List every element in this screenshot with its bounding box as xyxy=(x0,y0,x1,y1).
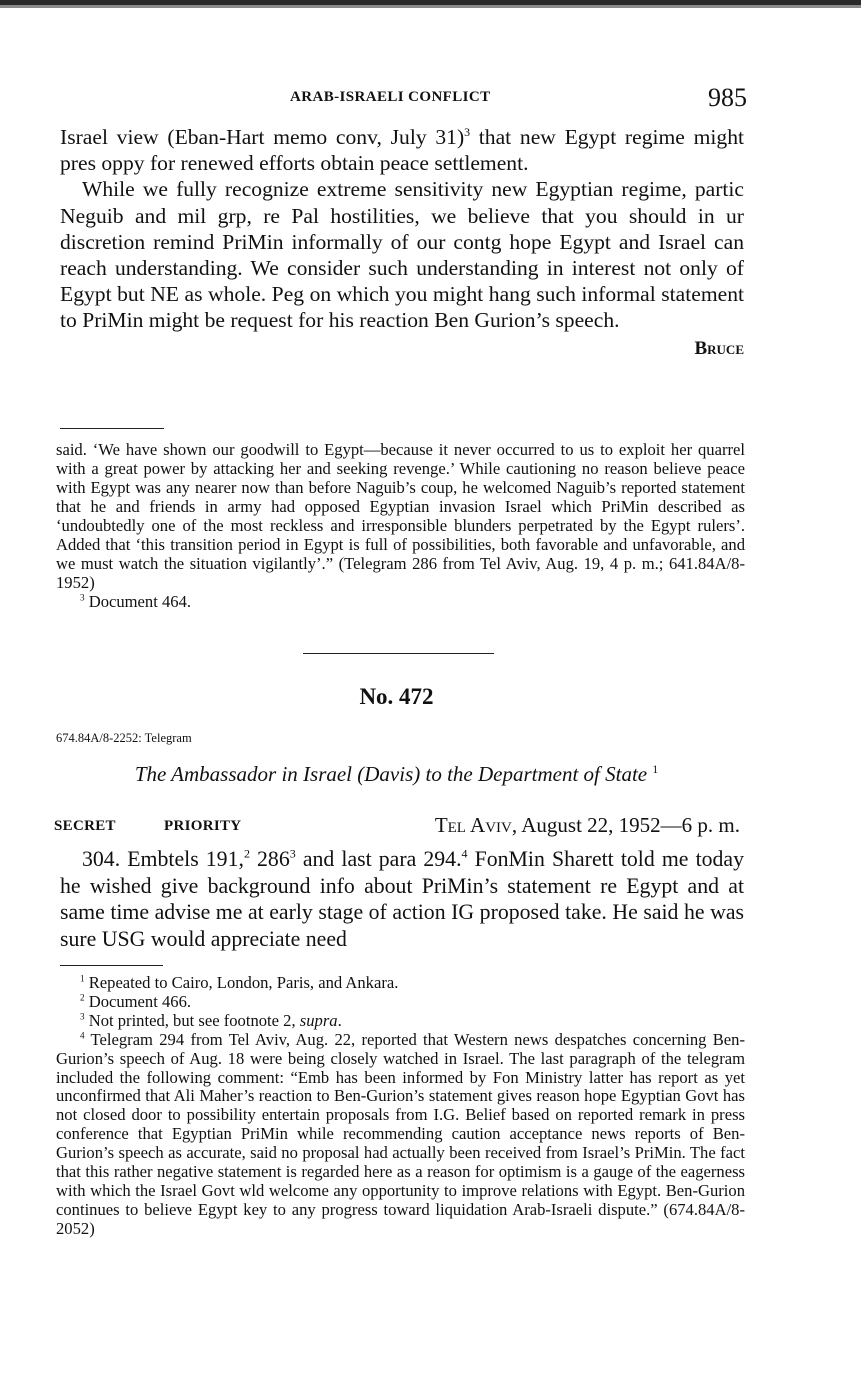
footnote-mark: 1 xyxy=(80,973,85,984)
page-edge-shade xyxy=(0,5,861,8)
text-run: 286 xyxy=(249,847,290,871)
priority: PRIORITY xyxy=(164,818,242,834)
footnote-rule xyxy=(60,428,164,429)
footnote xyxy=(56,993,745,1012)
text-run: and last para 294. xyxy=(295,847,462,871)
paragraph: While we fully recognize extreme sensitivity new Egyptian regime, partic Neguib and mil grp, re Pal hostilities, we believe that you should in ur discretion remind PriMin informally of our contg hope Egypt and Israel can reach understanding. We consider such understanding in interest not only of Egypt but NE as whole. Peg on which you might hang such informal statement to PriMin might be request for his reaction Ben Gurion’s speech. xyxy=(60,177,744,333)
footnote xyxy=(56,1012,745,1031)
page-number: 985 xyxy=(708,83,747,112)
footnote-mark: 2 xyxy=(243,846,250,861)
italic-text: supra xyxy=(299,1010,338,1030)
date-time: , August 22, 1952—6 p. m. xyxy=(511,813,740,837)
footnote-mark: 3 xyxy=(80,592,85,603)
footnotes-bottom xyxy=(56,974,745,1239)
text-run: Document 466. xyxy=(84,991,192,1011)
text-run: that new Egypt regime might pres oppy for renewed efforts obtain peace settlement. xyxy=(60,125,744,176)
telegram-body xyxy=(60,846,744,952)
document-number: No. 472 xyxy=(359,684,434,709)
running-head xyxy=(0,83,861,116)
place-date xyxy=(435,813,740,838)
paragraph xyxy=(60,124,744,176)
footnote-mark: 1 xyxy=(652,764,659,776)
text-run: . xyxy=(337,1010,342,1030)
running-head-title: ARAB-ISRAELI CONFLICT xyxy=(290,89,491,105)
text-run: Repeated to Cairo, London, Paris, and Ankara. xyxy=(84,973,399,992)
continued-telegram-text xyxy=(60,124,744,362)
section-divider xyxy=(303,653,494,654)
document-heading xyxy=(0,762,793,787)
footnote xyxy=(56,592,745,611)
footnotes-top xyxy=(56,440,745,611)
footnote-mark: 4 xyxy=(80,1030,85,1041)
file-reference: 674.84A/8-2252: Telegram xyxy=(56,731,192,745)
footnote xyxy=(56,1031,745,1239)
place: Tel Aviv xyxy=(434,813,512,837)
text-run: FonMin Sharett told me today he wished give background info about PriMin’s statement re Egypt and at same time advise me at early stage of action IG proposed take. He said he was sure USG would appreciate need xyxy=(60,847,744,951)
text-run: Not printed, but see footnote 2, xyxy=(84,1010,300,1030)
text-run: Telegram 294 from Tel Aviv, Aug. 22, reported that Western news despatches concerning Ben-Gurion’s speech of Aug. 18 were being closely watched in Israel. The last paragraph of the telegram included the following comment: “Emb has been informed by Fon Ministry latter has report as yet unconfirmed that Ali Maher’s reaction to Ben-Gurion’s statement gives reason hope Egyptian Govt has not closed door to possibility entertain proposals from I.G. Belief based on reported remark in press conference that Egyptian PriMin while recommending caution acceptance news reports of Ben-Gurion’s speech as accurate, said no proposal had actually been received from Israel’s PriMin. The fact that this rather negative statement is regarded here as a reason for optimism is a gauge of the eagerness with which the Israel Govt wld welcome any opportunity to improve relations with Egypt. Ben-Gurion continues to believe Egypt key to any progress toward liquidation Arab-Israeli dispute.” (674.84A/8-2052) xyxy=(56,1029,745,1238)
footnote-mark: 3 xyxy=(289,846,296,861)
footnote-rule xyxy=(60,965,163,966)
classification: SECRET xyxy=(54,818,116,834)
dateline xyxy=(54,815,740,843)
document-heading-text: The Ambassador in Israel (Davis) to the Department of State xyxy=(134,762,648,786)
footnote-mark: 2 xyxy=(80,992,85,1003)
text-run: Israel view (Eban-Hart memo conv, July 31) xyxy=(60,125,465,149)
text-run: 304. Embtels 191, xyxy=(82,847,244,871)
footnote-mark: 4 xyxy=(461,846,468,861)
footnote-mark: 3 xyxy=(464,124,471,139)
footnote-continuation: said. ‘We have shown our goodwill to Egypt—because it never occurred to us to exploit her quarrel with a great power by attacking her and seeking revenge.’ While cautioning no reason believe peace with Egypt was any nearer now than before Naguib’s coup, he welcomed Naguib’s reported statement that he and friends in army had opposed Egyptian invasion Israel which PriMin described as ‘undoubtedly one of the most reckless and irresponsible blunders perpetrated by the Egypt rulers’. Added that ‘this transition period in Egypt is full of possibilities, both favorable and unfavorable, and we must watch the situation vigilantly’.” (Telegram 286 from Tel Aviv, Aug. 19, 4 p. m.; 641.84A/8-1952) xyxy=(56,440,745,592)
footnote xyxy=(56,974,745,993)
footnote-mark: 3 xyxy=(80,1011,85,1022)
footnote-text: Document 464. xyxy=(84,592,192,611)
paragraph xyxy=(60,846,744,952)
signature: Bruce xyxy=(694,337,744,359)
